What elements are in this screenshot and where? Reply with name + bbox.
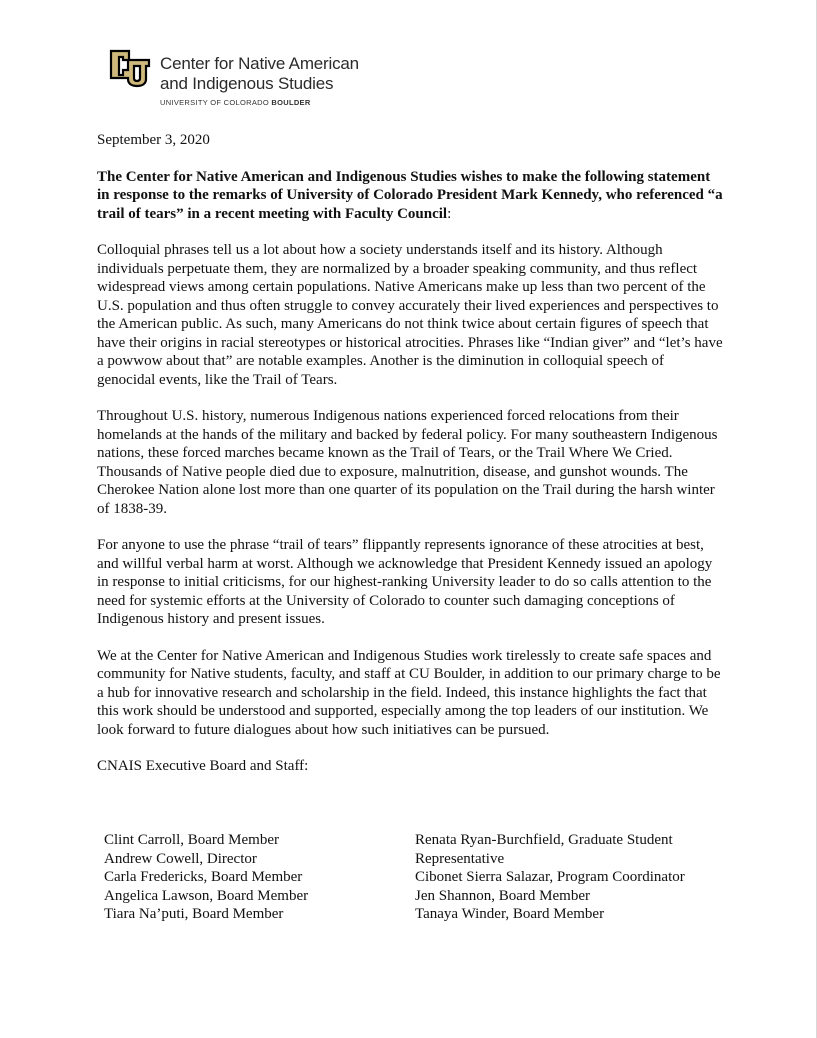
logo-line-1: Center for Native American <box>160 54 359 73</box>
paragraph: We at the Center for Native American and Indigenous Studies work tirelessly to create safe spaces and community for Native students, faculty, and staff at CU Boulder, in addition to our primary charge to be a hub for innovative research and scholarship in the field. Indeed, this instance highlights the fact that this work should be understood and supported, especially among the top leaders of our institution. We look forward to future dialogues about how such initiatives can be pursued. <box>97 647 721 738</box>
board-member: Tiara Na’puti, Board Member <box>104 906 284 922</box>
logo-university-bold: BOULDER <box>271 98 311 107</box>
board-member: Tanaya Winder, Board Member <box>415 906 605 922</box>
board-member: Angelica Lawson, Board Member <box>104 887 309 904</box>
board-member: Jen Shannon, Board Member <box>415 887 590 904</box>
logo-line-2: and Indigenous Studies <box>160 74 334 93</box>
paragraph: Throughout U.S. history, numerous Indigenous nations experienced forced relocations from their homelands at the hands of the military and backed by federal policy. For many southeastern Indigenous nations, these forced marches became known as the Trail of Tears, or the Trail Where We Cried. Thousands of Native people died due to exposure, malnutrition, disease, and gunshot wounds. The Cherokee Nation alone lost more than one quarter of its population on the Trail during the harsh winter of 1838-39. <box>97 408 718 517</box>
letter-date: September 3, 2020 <box>97 132 210 148</box>
lead-statement-text: The Center for Native American and Indigenous Studies wishes to make the following statement in response to the remarks of University of Colorado President Mark Kennedy, who referenced “a trail of tears” in a recent meeting with Faculty Council <box>97 168 723 222</box>
board-list-right <box>415 831 735 924</box>
board-member: Cibonet Sierra Salazar, Program Coordinator <box>415 869 685 885</box>
board-member: Andrew Cowell, Director <box>104 850 257 867</box>
paragraph: Colloquial phrases tell us a lot about how a society understands itself and its history. Although individuals perpetuate them, they are normalized by a broader speaking community, and thus reflect widespread views among certain populations. Native Americans make up less than two percent of the U.S. population and thus often struggle to convey accurately their lived experiences and perspectives to the American public. As such, many Americans do not think twice about certain figures of speech that have their origins in racial stereotypes or historical atrocities. Phrases like “Indian giver” and “let’s have a powwow about that” are notable examples. Another is the diminution in colloquial speech of genocidal events, like the Trail of Tears. <box>97 242 723 388</box>
signature-heading: CNAIS Executive Board and Staff: <box>97 758 309 774</box>
board-list-left <box>104 831 394 924</box>
lead-statement <box>97 168 725 224</box>
logo-university-prefix: UNIVERSITY OF COLORADO <box>160 98 269 107</box>
board-member-continued: Representative <box>415 850 505 867</box>
board-member: Clint Carroll, Board Member <box>104 832 279 848</box>
logo-university <box>160 98 359 107</box>
paragraph: For anyone to use the phrase “trail of tears” flippantly represents ignorance of these atrocities at best, and willful verbal harm at worst. Although we acknowledge that President Kennedy issued an apology in response to initial criticisms, for our highest-ranking University leader to do so calls attention to the need for systemic efforts at the University of Colorado to counter such damaging conceptions of Indigenous history and present issues. <box>97 537 713 627</box>
board-member: Renata Ryan-Burchfield, Graduate Student <box>415 832 673 848</box>
board-member: Carla Fredericks, Board Member <box>104 869 303 885</box>
cu-logo-icon <box>108 48 152 88</box>
lead-colon: : <box>447 205 452 222</box>
letter-body <box>97 131 725 776</box>
